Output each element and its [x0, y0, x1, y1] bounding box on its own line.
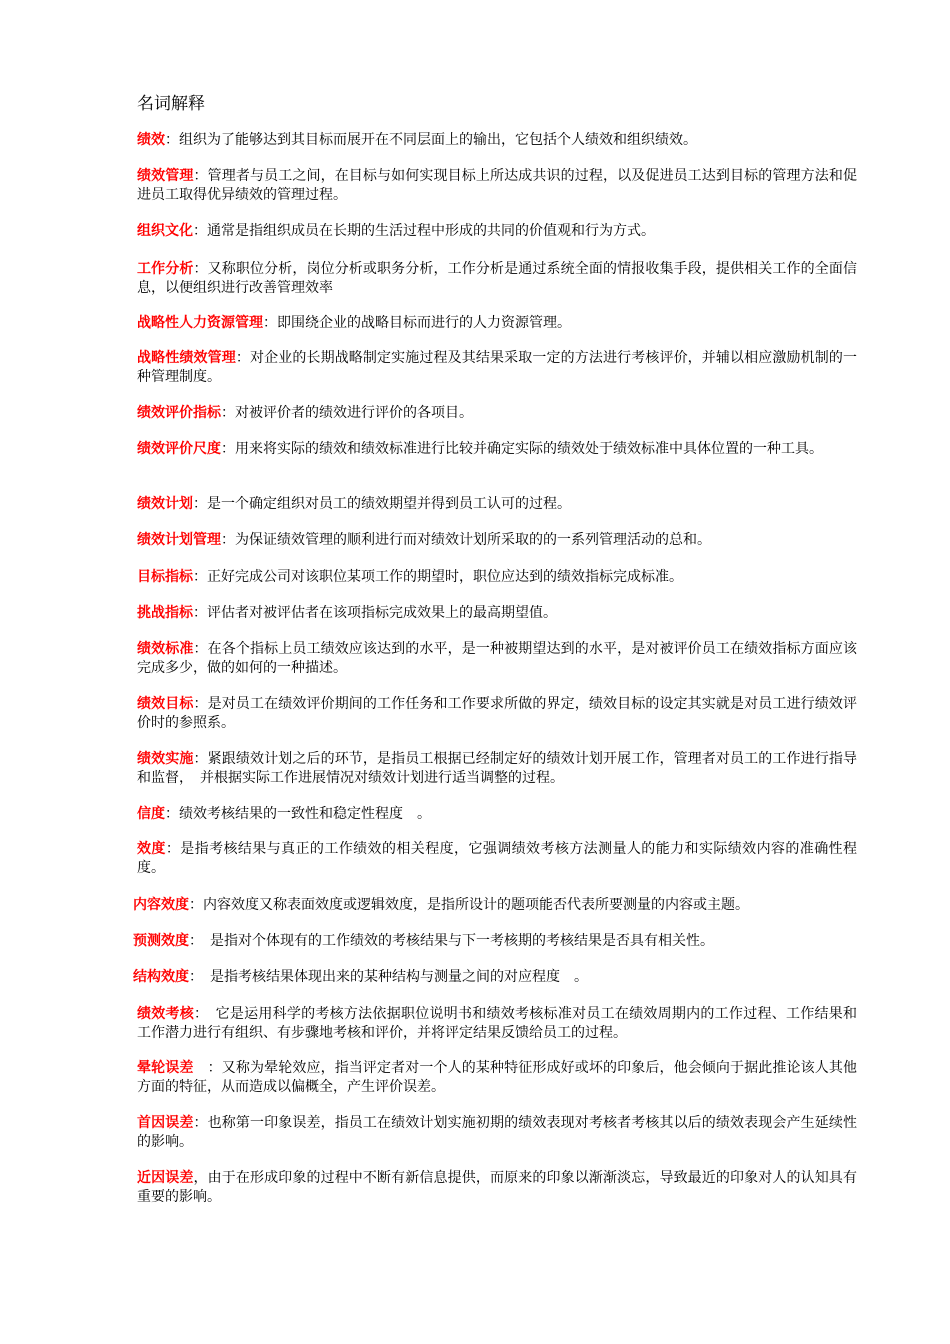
- term-label: 预测效度: [133, 933, 189, 949]
- term-definition: 是指考核结果与真正的工作绩效的相关程度，它强调绩效考核方法测量人的能力和实际绩效内容的准确性程度。: [137, 841, 858, 876]
- term-definition: 在各个指标上员工绩效应该达到的水平，是一种被期望达到的水平，是对被评价员工在绩效指标方面应该完成多少，做的如何的一种描述。: [137, 641, 858, 676]
- term-definition: 又称职位分析，岗位分析或职务分析，工作分析是通过系统全面的情报收集手段，提供相关工作的全面信息，以便组织进行改善管理效率: [137, 261, 858, 296]
- term-separator: ：: [194, 1006, 216, 1022]
- glossary-entry: [137, 1005, 857, 1043]
- term-definition: 它是运用科学的考核方法依据职位说明书和绩效考核标准对员工在绩效周期内的工作过程、工作结果和工作潜力进行有组织、有步骤地考核和评价，并将评定结果反馈给员工的过程。: [137, 1006, 858, 1041]
- term-label: 绩效计划: [137, 496, 193, 512]
- term-label: 战略性人力资源管理: [137, 315, 263, 331]
- term-definition: 也称第一印象误差，指员工在绩效计划实施初期的绩效表现对考核者考核其以后的绩效表现会产生延续性的影响。: [137, 1115, 858, 1150]
- glossary-entry: [137, 404, 857, 423]
- term-separator: ：: [193, 569, 207, 585]
- glossary-entry: [137, 805, 857, 824]
- term-separator: ：: [165, 806, 179, 822]
- glossary-entry: [133, 932, 853, 951]
- term-separator: ：: [189, 897, 203, 913]
- term-label: 组织文化: [137, 223, 193, 239]
- term-separator: ：: [165, 841, 181, 857]
- glossary-entry: [137, 695, 857, 733]
- term-label: 近因误差: [137, 1170, 194, 1186]
- glossary-entry: [137, 260, 857, 298]
- term-definition: 正好完成公司对该职位某项工作的期望时，职位应达到的绩效指标完成标准。: [207, 569, 683, 585]
- glossary-entry: [137, 1114, 857, 1152]
- term-definition: 对企业的长期战略制定实施过程及其结果采取一定的方法进行考核评价，并辅以相应激励机制的一种管理制度。: [137, 350, 858, 385]
- term-separator: ：: [193, 1115, 208, 1131]
- glossary-entry: [133, 968, 853, 987]
- term-separator: ：: [193, 605, 207, 621]
- term-separator: ：: [221, 441, 235, 457]
- term-separator: ：: [235, 350, 250, 366]
- term-label: 绩效实施: [137, 751, 194, 767]
- glossary-entry: [137, 495, 857, 514]
- glossary-entry: [137, 604, 857, 623]
- glossary-entry: [137, 750, 857, 788]
- term-separator: ：: [193, 261, 208, 277]
- term-definition: 评估者对被评估者在该项指标完成效果上的最高期望值。: [207, 605, 557, 621]
- term-label: 结构效度: [133, 969, 189, 985]
- term-definition: 又称为晕轮效应，指当评定者对一个人的某种特征形成好或坏的印象后，他会倾向于据此推论该人其他方面的特征，从而造成以偏概全，产生评价误差。: [137, 1060, 858, 1095]
- term-label: 内容效度: [133, 897, 189, 913]
- term-separator: ：: [193, 751, 208, 767]
- term-definition: 对被评价者的绩效进行评价的各项目。: [235, 405, 473, 421]
- glossary-entry: [133, 896, 853, 915]
- term-separator: ：: [221, 405, 235, 421]
- term-definition: 是指对个体现有的工作绩效的考核结果与下一考核期的考核结果是否具有相关性。: [210, 933, 714, 949]
- term-separator: ：: [189, 969, 210, 985]
- glossary-entry: [137, 1059, 857, 1097]
- term-label: 晕轮误差: [137, 1060, 194, 1076]
- term-definition: 是一个确定组织对员工的绩效期望并得到员工认可的过程。: [207, 496, 571, 512]
- glossary-entry: [137, 349, 857, 387]
- term-label: 挑战指标: [137, 605, 193, 621]
- term-separator: ：: [193, 696, 208, 712]
- term-label: 首因误差: [137, 1115, 194, 1131]
- term-label: 目标指标: [137, 569, 193, 585]
- glossary-entry: [137, 1169, 857, 1207]
- term-label: 绩效评价指标: [137, 405, 221, 421]
- term-definition: 紧跟绩效计划之后的环节，是指员工根据已经制定好的绩效计划开展工作，管理者对员工的工作进行指导和监督， 并根据实际工作进展情况对绩效计划进行适当调整的过程。: [137, 751, 858, 786]
- term-label: 绩效目标: [137, 696, 194, 712]
- term-definition: 由于在形成印象的过程中不断有新信息提供，而原来的印象以渐渐淡忘，导致最近的印象对人的认知具有重要的影响。: [137, 1170, 858, 1205]
- glossary-entry: [137, 131, 857, 150]
- term-separator: ：: [263, 315, 277, 331]
- term-definition: 管理者与员工之间，在目标与如何实现目标上所达成共识的过程，以及促进员工达到目标的管理方法和促进员工取得优异绩效的管理过程。: [137, 168, 858, 203]
- glossary-entry: [137, 531, 857, 550]
- term-separator: ：: [221, 532, 235, 548]
- term-definition: 通常是指组织成员在长期的生活过程中形成的共同的价值观和行为方式。: [207, 223, 655, 239]
- term-definition: 是指考核结果体现出来的某种结构与测量之间的对应程度 。: [210, 969, 588, 985]
- term-separator: ：: [193, 168, 208, 184]
- term-label: 绩效考核: [137, 1006, 195, 1022]
- term-definition: 是对员工在绩效评价期间的工作任务和工作要求所做的界定，绩效目标的设定其实就是对员工进行绩效评价时的参照系。: [137, 696, 858, 731]
- term-definition: 为保证绩效管理的顺利进行而对绩效计划所采取的的一系列管理活动的总和。: [235, 532, 711, 548]
- glossary-entry: [137, 440, 857, 459]
- term-definition: 绩效考核结果的一致性和稳定性程度 。: [179, 806, 431, 822]
- term-label: 效度: [137, 841, 166, 857]
- term-label: 绩效: [137, 132, 165, 148]
- term-label: 绩效计划管理: [137, 532, 221, 548]
- term-separator: ：: [193, 496, 207, 512]
- term-definition: 即围绕企业的战略目标而进行的人力资源管理。: [277, 315, 571, 331]
- glossary-entry: [137, 314, 857, 333]
- term-separator: ：: [193, 223, 207, 239]
- term-separator: ：: [165, 132, 179, 148]
- term-label: 工作分析: [137, 261, 194, 277]
- term-label: 绩效标准: [137, 641, 194, 657]
- term-definition: 内容效度又称表面效度或逻辑效度，是指所设计的题项能否代表所要测量的内容或主题。: [203, 897, 749, 913]
- term-separator: ：: [193, 641, 208, 657]
- term-label: 信度: [137, 806, 165, 822]
- term-separator: ：: [193, 1060, 222, 1076]
- glossary-entry: [137, 167, 857, 205]
- term-label: 绩效管理: [137, 168, 194, 184]
- term-definition: 用来将实际的绩效和绩效标准进行比较并确定实际的绩效处于绩效标准中具体位置的一种工具。: [235, 441, 823, 457]
- term-separator: ，: [193, 1170, 208, 1186]
- term-separator: ：: [189, 933, 210, 949]
- term-definition: 组织为了能够达到其目标而展开在不同层面上的输出，它包括个人绩效和组织绩效。: [179, 132, 697, 148]
- glossary-entry: [137, 568, 857, 587]
- term-label: 战略性绩效管理: [137, 350, 236, 366]
- glossary-entry: [137, 840, 857, 878]
- glossary-entry: [137, 222, 857, 241]
- page-title: 名词解释: [137, 94, 205, 114]
- glossary-entry: [137, 640, 857, 678]
- term-label: 绩效评价尺度: [137, 441, 221, 457]
